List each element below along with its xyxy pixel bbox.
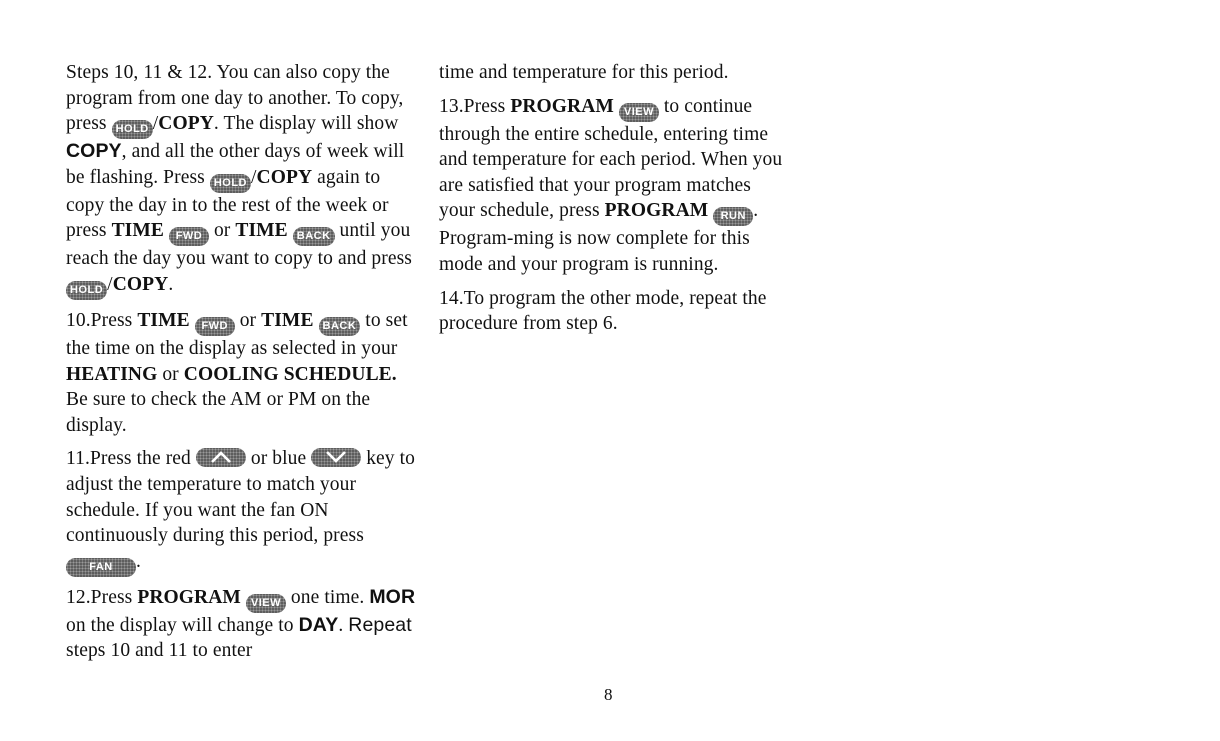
hold-button-icon: HOLD <box>210 174 251 193</box>
text: steps 10 and 11 to enter <box>66 640 253 662</box>
keyword-time: TIME <box>261 309 314 331</box>
text: 10.Press <box>66 309 138 331</box>
fwd-button-icon: FWD <box>195 317 235 336</box>
keyword-time: TIME <box>137 309 190 331</box>
text: key to adjust the temperature to match your schedule. If you want the fan ON continuously during this period, press <box>66 448 415 547</box>
hold-button-icon: HOLD <box>66 281 107 300</box>
text: again to copy the day in to the rest of the week or press <box>66 166 389 242</box>
keyword-program: PROGRAM <box>604 200 709 222</box>
back-button-icon: BACK <box>293 227 335 246</box>
display-text-day: DAY <box>298 613 339 636</box>
copy-instructions-paragraph <box>66 60 418 300</box>
text: . <box>338 614 349 636</box>
fan-button-icon: FAN <box>66 558 136 577</box>
text: until you reach the day you want to copy to and press <box>66 220 412 270</box>
keyword-time: TIME <box>111 220 164 242</box>
fwd-button-icon: FWD <box>169 227 209 246</box>
text: , and all the other days of week will be flashing. Press <box>66 141 405 188</box>
text: time and temperature for this period. <box>439 62 729 83</box>
step-12-continued-paragraph <box>439 60 789 86</box>
text: or blue <box>245 448 312 470</box>
text: . Program-ming is now complete for this mode and your program is running. <box>439 200 759 275</box>
text: or <box>157 363 184 385</box>
up-arrow-icon <box>196 448 246 467</box>
keyword-copy: COPY <box>256 166 313 188</box>
text: 11.Press the red <box>66 448 196 470</box>
text: on the display will change to <box>66 614 299 636</box>
display-text-copy: COPY <box>66 140 122 163</box>
text: / <box>107 273 113 295</box>
text: / <box>250 166 257 188</box>
text: to continue through the entire schedule, entering time and temperature for each period. When you are satisfied that your program matches your schedule, press <box>439 95 783 222</box>
step-14-paragraph <box>439 286 789 337</box>
keyword-program: PROGRAM <box>137 586 241 608</box>
view-button-icon: VIEW <box>246 594 286 613</box>
text: one time. <box>285 586 370 608</box>
text: or <box>234 309 262 331</box>
text-repeat: Repeat <box>348 613 412 636</box>
page-number: 8 <box>604 685 613 704</box>
keyword-copy: COPY <box>112 273 169 295</box>
keyword-cooling-schedule: COOLING SCHEDULE. <box>183 363 397 385</box>
keyword-program: PROGRAM <box>510 95 614 117</box>
hold-button-icon: HOLD <box>112 120 153 139</box>
step-10-paragraph <box>66 308 418 438</box>
text: to set the time on the display as selected in your <box>66 309 408 359</box>
keyword-copy: COPY <box>158 113 214 135</box>
text: 12.Press <box>66 586 138 608</box>
text: 14.To program the other mode, repeat the procedure from step 6. <box>439 287 767 335</box>
keyword-time: TIME <box>235 220 288 242</box>
back-button-icon: BACK <box>319 317 361 336</box>
display-text-mor: MOR <box>369 585 416 608</box>
text: Steps 10, 11 & 12. You can also copy the program from one day to another. To copy, press <box>66 62 404 135</box>
text: / <box>152 113 159 135</box>
right-column <box>439 60 789 345</box>
step-13-paragraph <box>439 94 789 278</box>
down-arrow-icon <box>311 448 361 467</box>
text: . <box>168 273 174 295</box>
text: 13.Press <box>439 95 511 117</box>
left-column <box>66 60 418 672</box>
text: . The display will show <box>213 113 399 135</box>
keyword-heating: HEATING <box>66 363 158 385</box>
text: Be sure to check the AM or PM on the display. <box>66 389 371 436</box>
run-button-icon: RUN <box>713 207 753 226</box>
step-11-paragraph <box>66 446 418 576</box>
text: or <box>208 220 236 242</box>
text: . <box>136 550 141 572</box>
step-12-paragraph <box>66 585 418 664</box>
view-button-icon: VIEW <box>619 103 659 122</box>
